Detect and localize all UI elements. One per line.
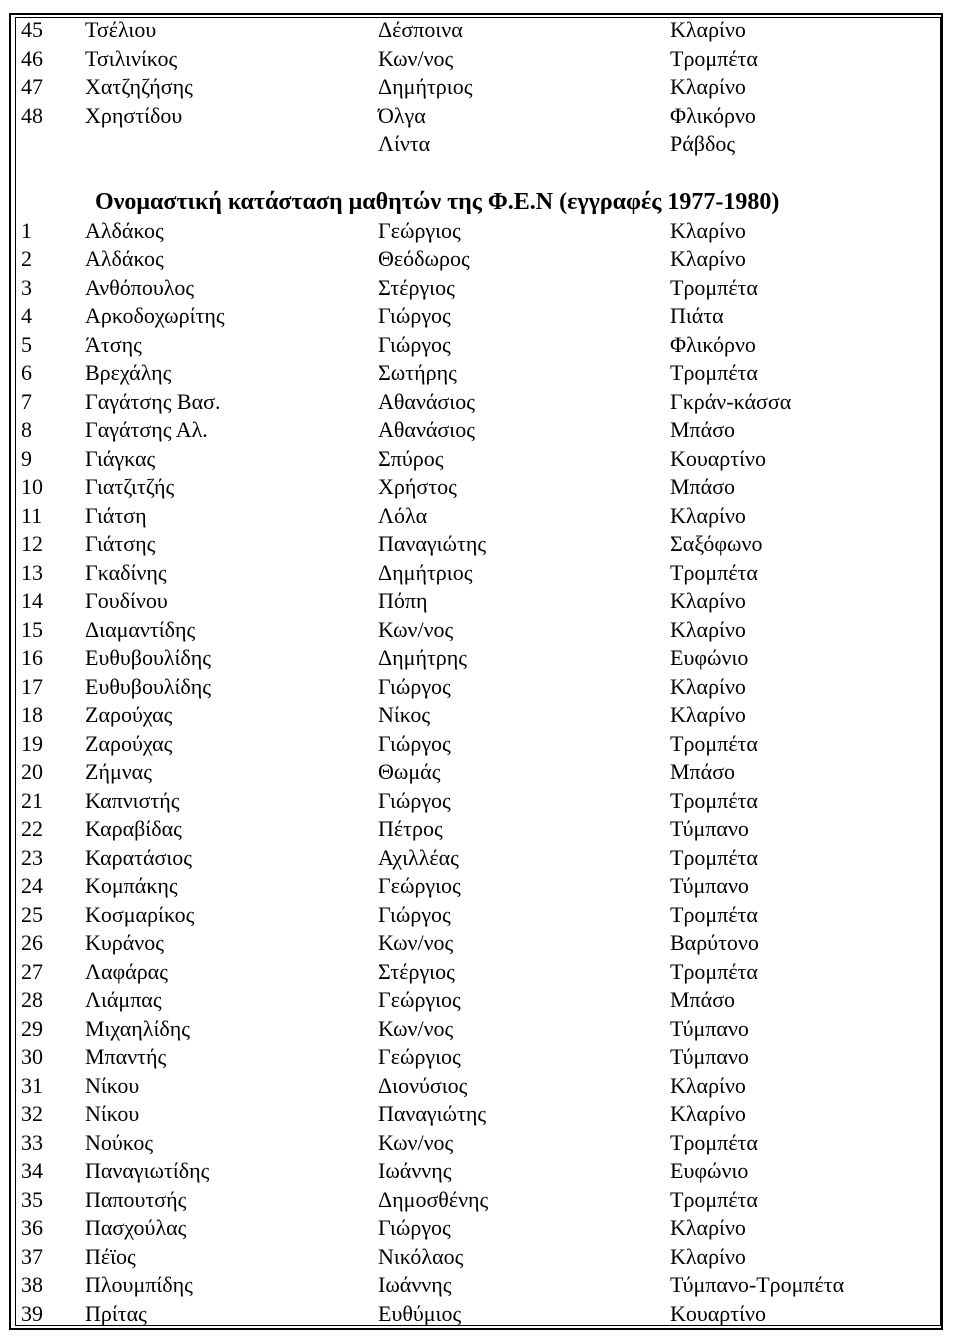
student-row <box>0 1129 960 1158</box>
surname: Χρηστίδου <box>85 102 183 128</box>
first-name: Γιώργος <box>378 331 451 357</box>
student-row <box>0 1157 960 1186</box>
surname: Γιάτση <box>85 502 147 528</box>
row-number: 4 <box>21 303 32 328</box>
student-row <box>0 758 960 787</box>
first-name: Δημήτριος <box>378 74 473 99</box>
row-number: 25 <box>21 901 43 927</box>
student-list <box>0 16 960 1328</box>
instrument: Τύμπανο <box>670 1044 749 1069</box>
instrument: Κλαρίνο <box>670 502 746 528</box>
instrument: Τύμπανο <box>670 816 749 841</box>
first-name: Αχιλλέας <box>378 844 459 870</box>
surname: Ευθυβουλίδης <box>85 673 212 699</box>
student-row <box>0 1300 960 1329</box>
surname: Νίκου <box>85 1101 140 1126</box>
instrument: Τρομπέτα <box>670 45 758 71</box>
surname: Καραβίδας <box>85 816 182 841</box>
student-row <box>0 45 960 74</box>
row-number: 19 <box>21 730 43 756</box>
instrument: Κλαρίνο <box>670 588 746 613</box>
instrument: Μπάσο <box>670 987 736 1012</box>
instrument: Κλαρίνο <box>670 246 746 271</box>
instrument: Σαξόφωνο <box>670 531 763 556</box>
enrollment-rows <box>0 217 960 1329</box>
surname: Ζαρούχας <box>85 702 173 727</box>
student-row <box>0 701 960 730</box>
first-name: Ευθύμιος <box>378 1300 462 1326</box>
first-name: Στέργιος <box>378 274 455 300</box>
row-number: 45 <box>21 17 43 42</box>
row-number: 8 <box>21 417 32 442</box>
row-number: 1 <box>21 217 32 243</box>
student-row <box>0 1243 960 1272</box>
instrument: Φλικόρνο <box>670 331 756 357</box>
first-name: Αθανάσιος <box>378 417 475 442</box>
student-row <box>0 445 960 474</box>
first-name: Γεώργιος <box>378 987 461 1012</box>
instrument: Τρομπέτα <box>670 1129 758 1155</box>
instrument: Κλαρίνο <box>670 1101 746 1126</box>
surname: Ζαρούχας <box>85 730 173 756</box>
student-row <box>0 986 960 1015</box>
surname: Αρκοδοχωρίτης <box>85 303 225 328</box>
first-name: Γιώργος <box>378 730 451 756</box>
continuation-rows <box>0 16 960 159</box>
row-number: 22 <box>21 816 43 841</box>
surname: Ζήμνας <box>85 759 152 784</box>
first-name: Δημοσθένης <box>378 1186 489 1212</box>
row-number: 5 <box>21 331 32 357</box>
row-number: 2 <box>21 246 32 271</box>
first-name: Κων/νος <box>378 930 454 955</box>
row-number: 39 <box>21 1300 43 1326</box>
surname: Γαγάτσης Αλ. <box>85 417 208 442</box>
surname: Γουδίνου <box>85 588 168 613</box>
student-row <box>0 787 960 816</box>
instrument: Τρομπέτα <box>670 360 758 385</box>
instrument: Τρομπέτα <box>670 901 758 927</box>
student-row <box>0 1214 960 1243</box>
first-name: Κων/νος <box>378 616 454 642</box>
surname: Αλδάκος <box>85 217 164 243</box>
student-row <box>0 473 960 502</box>
surname: Αλδάκος <box>85 246 164 271</box>
row-number: 17 <box>21 673 43 699</box>
first-name: Σπύρος <box>378 445 444 471</box>
instrument: Τρομπέτα <box>670 844 758 870</box>
row-number: 48 <box>21 102 43 128</box>
row-number: 28 <box>21 987 43 1012</box>
instrument: Κλαρίνο <box>670 217 746 243</box>
student-row <box>0 901 960 930</box>
surname: Πασχούλας <box>85 1215 187 1240</box>
first-name: Δημήτρης <box>378 645 467 670</box>
row-number: 6 <box>21 360 32 385</box>
first-name: Γεώργιος <box>378 1044 461 1069</box>
student-row <box>0 416 960 445</box>
first-name: Λόλα <box>378 502 428 528</box>
row-number: 30 <box>21 1044 43 1069</box>
row-number: 9 <box>21 445 32 471</box>
first-name: Κων/νος <box>378 1015 454 1041</box>
first-name: Διονύσιος <box>378 1072 468 1098</box>
instrument: Τρομπέτα <box>670 274 758 300</box>
first-name: Στέργιος <box>378 958 455 984</box>
first-name: Όλγα <box>378 102 426 128</box>
student-row <box>0 1043 960 1072</box>
surname: Πλουμπίδης <box>85 1272 193 1297</box>
surname: Καρατάσιος <box>85 844 192 870</box>
row-number: 24 <box>21 873 43 898</box>
instrument: Κουαρτίνο <box>670 1300 766 1326</box>
first-name: Γεώργιος <box>378 217 461 243</box>
surname: Κυράνος <box>85 930 164 955</box>
instrument: Κλαρίνο <box>670 1243 746 1269</box>
first-name: Λίντα <box>378 131 431 156</box>
student-row <box>0 1015 960 1044</box>
instrument: Τρομπέτα <box>670 1186 758 1212</box>
student-row <box>0 73 960 102</box>
student-row <box>0 872 960 901</box>
student-row <box>0 1186 960 1215</box>
instrument: Τρομπέτα <box>670 787 758 813</box>
row-number: 27 <box>21 958 43 984</box>
student-row <box>0 958 960 987</box>
first-name: Κων/νος <box>378 1129 454 1155</box>
heading-text: Ονομαστική κατάσταση μαθητών της Φ.Ε.Ν (εγγραφές 1977-1980) <box>95 188 780 215</box>
surname: Γαγάτσης Βασ. <box>85 388 221 414</box>
student-row <box>0 102 960 131</box>
row-number: 37 <box>21 1243 43 1269</box>
row-number: 26 <box>21 930 43 955</box>
instrument: Τρομπέτα <box>670 958 758 984</box>
surname: Γιάτσης <box>85 531 156 556</box>
row-number: 35 <box>21 1186 43 1212</box>
student-row <box>0 587 960 616</box>
first-name: Κων/νος <box>378 45 454 71</box>
surname: Μιχαηλίδης <box>85 1015 190 1041</box>
first-name: Πόπη <box>378 588 428 613</box>
instrument: Τύμπανο <box>670 1015 749 1041</box>
student-row <box>0 245 960 274</box>
surname: Τσέλιου <box>85 17 157 42</box>
first-name: Αθανάσιος <box>378 388 475 414</box>
row-number: 16 <box>21 645 43 670</box>
row-number: 18 <box>21 702 43 727</box>
first-name: Θωμάς <box>378 759 441 784</box>
row-number: 13 <box>21 559 43 585</box>
first-name: Νικόλαος <box>378 1243 464 1269</box>
instrument: Κλαρίνο <box>670 1072 746 1098</box>
first-name: Χρήστος <box>378 474 457 499</box>
instrument: Τύμπανο-Τρομπέτα <box>670 1272 845 1297</box>
row-number: 14 <box>21 588 43 613</box>
student-row <box>0 844 960 873</box>
surname: Γκαδίνης <box>85 559 167 585</box>
student-row <box>0 16 960 45</box>
surname: Παναγιωτίδης <box>85 1158 210 1183</box>
surname: Διαμαντίδης <box>85 616 196 642</box>
student-row <box>0 530 960 559</box>
student-row <box>0 502 960 531</box>
surname: Ανθόπουλος <box>85 274 195 300</box>
first-name: Νίκος <box>378 702 431 727</box>
instrument: Κουαρτίνο <box>670 445 766 471</box>
first-name: Γιώργος <box>378 901 451 927</box>
row-number: 46 <box>21 45 43 71</box>
instrument: Κλαρίνο <box>670 74 746 99</box>
first-name: Θεόδωρος <box>378 246 470 271</box>
row-number: 33 <box>21 1129 43 1155</box>
row-number: 32 <box>21 1101 43 1126</box>
surname: Χατζηζήσης <box>85 74 193 99</box>
student-row <box>0 1100 960 1129</box>
first-name: Γιώργος <box>378 1215 451 1240</box>
row-number: 38 <box>21 1272 43 1297</box>
student-row <box>0 929 960 958</box>
first-name: Σωτήρης <box>378 360 457 385</box>
row-number: 10 <box>21 474 43 499</box>
row-number: 31 <box>21 1072 43 1098</box>
surname: Γιατζιτζής <box>85 474 175 499</box>
row-number: 36 <box>21 1215 43 1240</box>
instrument: Μπάσο <box>670 417 736 442</box>
surname: Γιάγκας <box>85 445 156 471</box>
surname: Λιάμπας <box>85 987 162 1012</box>
instrument: Τρομπέτα <box>670 559 758 585</box>
surname: Κομπάκης <box>85 873 178 898</box>
instrument: Βαρύτονο <box>670 930 759 955</box>
row-number: 47 <box>21 74 43 99</box>
first-name: Ιωάννης <box>378 1158 452 1183</box>
first-name: Δέσποινα <box>378 17 463 42</box>
first-name: Γιώργος <box>378 787 451 813</box>
surname: Μπαντής <box>85 1044 167 1069</box>
student-row <box>0 1271 960 1300</box>
row-number: 34 <box>21 1158 43 1183</box>
student-row <box>0 644 960 673</box>
first-name: Δημήτριος <box>378 559 473 585</box>
first-name: Ιωάννης <box>378 1272 452 1297</box>
student-row <box>0 815 960 844</box>
surname: Βρεχάλης <box>85 360 172 385</box>
instrument: Κλαρίνο <box>670 616 746 642</box>
instrument: Πιάτα <box>670 303 724 328</box>
row-number: 29 <box>21 1015 43 1041</box>
row-number: 23 <box>21 844 43 870</box>
instrument: Φλικόρνο <box>670 102 756 128</box>
row-number: 7 <box>21 388 32 414</box>
surname: Τσιλινίκος <box>85 45 178 71</box>
instrument: Ευφώνιο <box>670 645 749 670</box>
first-name: Γιώργος <box>378 303 451 328</box>
row-number: 21 <box>21 787 43 813</box>
student-row <box>0 130 960 159</box>
student-row <box>0 217 960 246</box>
section-heading <box>0 159 960 217</box>
row-number: 3 <box>21 274 32 300</box>
surname: Πέϊος <box>85 1243 136 1269</box>
student-row <box>0 359 960 388</box>
row-number: 20 <box>21 759 43 784</box>
instrument: Κλαρίνο <box>670 702 746 727</box>
student-row <box>0 1072 960 1101</box>
surname: Κοσμαρίκος <box>85 901 195 927</box>
instrument: Γκράν-κάσσα <box>670 388 792 414</box>
instrument: Κλαρίνο <box>670 17 746 42</box>
surname: Καπνιστής <box>85 787 180 813</box>
student-row <box>0 616 960 645</box>
student-row <box>0 302 960 331</box>
surname: Νούκος <box>85 1129 154 1155</box>
instrument: Τρομπέτα <box>670 730 758 756</box>
first-name: Γεώργιος <box>378 873 461 898</box>
first-name: Παναγιώτης <box>378 1101 487 1126</box>
surname: Άτσης <box>85 331 142 357</box>
student-row <box>0 388 960 417</box>
student-row <box>0 331 960 360</box>
instrument: Τύμπανο <box>670 873 749 898</box>
surname: Λαφάρας <box>85 958 168 984</box>
surname: Πρίτας <box>85 1300 147 1326</box>
first-name: Πέτρος <box>378 816 443 841</box>
student-row <box>0 673 960 702</box>
student-row <box>0 559 960 588</box>
instrument: Μπάσο <box>670 474 736 499</box>
first-name: Γιώργος <box>378 673 451 699</box>
first-name: Παναγιώτης <box>378 531 487 556</box>
instrument: Κλαρίνο <box>670 1215 746 1240</box>
instrument: Ράβδος <box>670 131 736 156</box>
surname: Νίκου <box>85 1072 140 1098</box>
row-number: 12 <box>21 531 43 556</box>
surname: Παπουτσής <box>85 1186 187 1212</box>
instrument: Ευφώνιο <box>670 1158 749 1183</box>
student-row <box>0 274 960 303</box>
instrument: Κλαρίνο <box>670 673 746 699</box>
student-row <box>0 730 960 759</box>
row-number: 15 <box>21 616 43 642</box>
instrument: Μπάσο <box>670 759 736 784</box>
row-number: 11 <box>21 502 43 528</box>
surname: Ευθυβουλίδης <box>85 645 212 670</box>
